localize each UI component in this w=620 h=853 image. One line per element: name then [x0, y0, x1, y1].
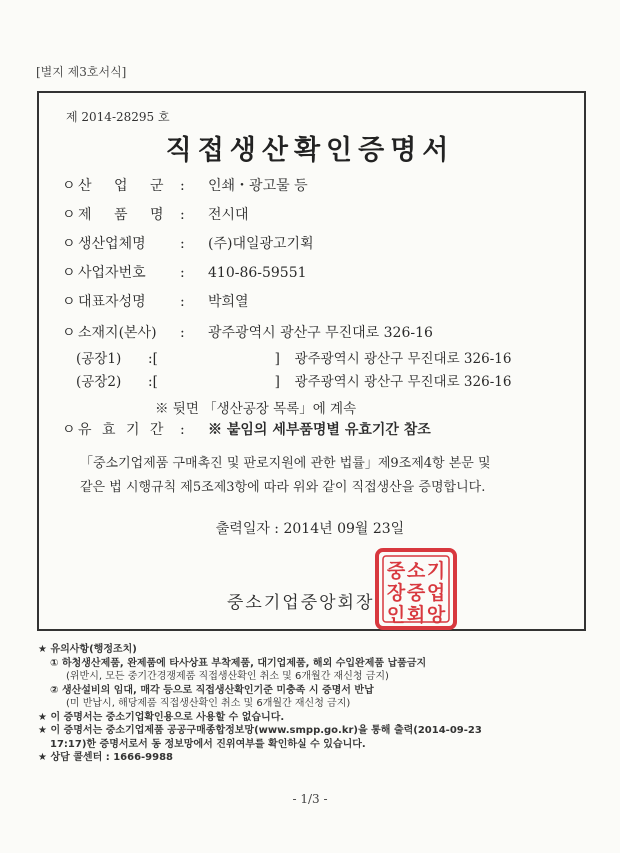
- field-colon: :: [180, 325, 185, 341]
- page-number: - 1/3 -: [292, 792, 328, 806]
- field-bullet: ㅇ: [62, 178, 76, 194]
- field-industry: [62, 175, 308, 197]
- field-label: 유 효 기 간: [78, 422, 167, 438]
- notes-section: [38, 643, 598, 765]
- note-line: ② 생산설비의 임대, 매각 등으로 직접생산확인기준 미충족 시 증명서 반납: [50, 684, 374, 696]
- note-line: ★ 유의사항(행정조치): [38, 644, 137, 655]
- field-company: [62, 233, 314, 255]
- note-line: ★ 이 증명서는 중소기업제품 공공구매종합정보망(www.smpp.go.kr)을 통해 출력(2014-09-23: [38, 725, 482, 736]
- field-value: (주)대일광고기획: [208, 236, 314, 252]
- factory-bracket-close: ]: [274, 351, 280, 367]
- field-bullet: ㅇ: [62, 294, 76, 310]
- factory-bracket-open: [: [152, 351, 158, 367]
- svg-text:중: 중: [406, 582, 426, 604]
- certificate-number: 제 2014-28295 호: [66, 110, 170, 124]
- note-line: (위반시, 모든 중기간경쟁제품 직접생산확인 취소 및 6개월간 재신청 금지): [66, 671, 389, 682]
- field-representative: [62, 291, 249, 313]
- field-bullet: ㅇ: [62, 325, 76, 341]
- note-line: (미 반납시, 해당제품 직접생산확인 취소 및 6개월간 재신청 금지): [66, 698, 351, 709]
- official-seal: [374, 547, 458, 631]
- svg-text:회: 회: [406, 604, 426, 626]
- issue-date: 출력일자 : 2014년 09월 23일: [215, 521, 405, 537]
- field-colon: :: [180, 422, 185, 438]
- field-bullet: ㅇ: [62, 422, 76, 438]
- note-line: ★ 이 증명서는 중소기업확인용으로 사용할 수 없습니다.: [38, 711, 285, 723]
- field-label: 생산업체명: [78, 236, 146, 252]
- factory-colon: :: [148, 351, 153, 367]
- field-value: 전시대: [208, 207, 249, 223]
- field-label: 소재지(본사): [78, 325, 157, 341]
- field-colon: :: [180, 207, 185, 223]
- svg-text:중: 중: [386, 560, 406, 582]
- back-note: ※ 뒷면 「생산공장 목록」에 계속: [155, 401, 357, 417]
- field-headquarters: [62, 322, 433, 344]
- svg-text:인: 인: [386, 604, 406, 626]
- svg-text:업: 업: [426, 582, 446, 604]
- field-bullet: ㅇ: [62, 265, 76, 281]
- factory-colon: :: [148, 374, 153, 390]
- factory-bracket-close: ]: [274, 374, 280, 390]
- field-label: 제 품 명: [78, 207, 173, 223]
- field-label: 사업자번호: [78, 265, 146, 281]
- svg-text:기: 기: [426, 560, 446, 582]
- field-colon: :: [180, 236, 185, 252]
- field-colon: :: [180, 265, 185, 281]
- field-colon: :: [180, 178, 185, 194]
- legal-text-line: 같은 법 시행규칙 제5조제3항에 따라 위와 같이 직접생산을 증명합니다.: [80, 480, 486, 495]
- field-value: 인쇄・광고물 등: [208, 178, 308, 194]
- factory-row: [76, 371, 511, 393]
- factory-row: [76, 348, 511, 370]
- svg-text:앙: 앙: [426, 604, 446, 626]
- note-line: ★ 상담 콜센터 : 1666-9988: [38, 752, 174, 763]
- note-line: ① 하청생산제품, 완제품에 타사상표 부착제품, 대기업제품, 해외 수입완제품 납품금지: [50, 657, 427, 669]
- field-value: 410-86-59551: [208, 265, 307, 281]
- field-product: [62, 204, 249, 226]
- page-title: 직접생산확인증명서: [165, 135, 455, 166]
- svg-text:장: 장: [386, 582, 406, 604]
- field-label: 대표자성명: [78, 294, 146, 310]
- factory-name: (공장2): [76, 374, 122, 390]
- issuer-name: 중소기업중앙회장: [227, 593, 375, 613]
- factory-bracket-open: [: [152, 374, 158, 390]
- factory-address: 광주광역시 광산구 무진대로 326-16: [294, 374, 512, 390]
- field-bullet: ㅇ: [62, 207, 76, 223]
- field-business-number: [62, 262, 307, 284]
- field-value: 박희열: [208, 294, 249, 310]
- field-value: ※ 붙임의 세부품명별 유효기간 참조: [208, 422, 431, 438]
- note-line: 17:17)한 증명서로서 동 정보망에서 진위여부를 확인하실 수 있습니다.: [50, 738, 366, 750]
- field-label: 산 업 군: [78, 178, 173, 194]
- svg-text:소: 소: [406, 560, 426, 582]
- form-label: [별지 제3호서식]: [36, 65, 127, 79]
- factory-address: 광주광역시 광산구 무진대로 326-16: [294, 351, 512, 367]
- field-value: 광주광역시 광산구 무진대로 326-16: [208, 325, 433, 341]
- factory-name: (공장1): [76, 351, 122, 367]
- field-validity: [62, 419, 431, 441]
- legal-text-line: 「중소기업제품 구매촉진 및 판로지원에 관한 법률」제9조제4항 본문 및: [80, 456, 491, 471]
- field-colon: :: [180, 294, 185, 310]
- field-bullet: ㅇ: [62, 236, 76, 252]
